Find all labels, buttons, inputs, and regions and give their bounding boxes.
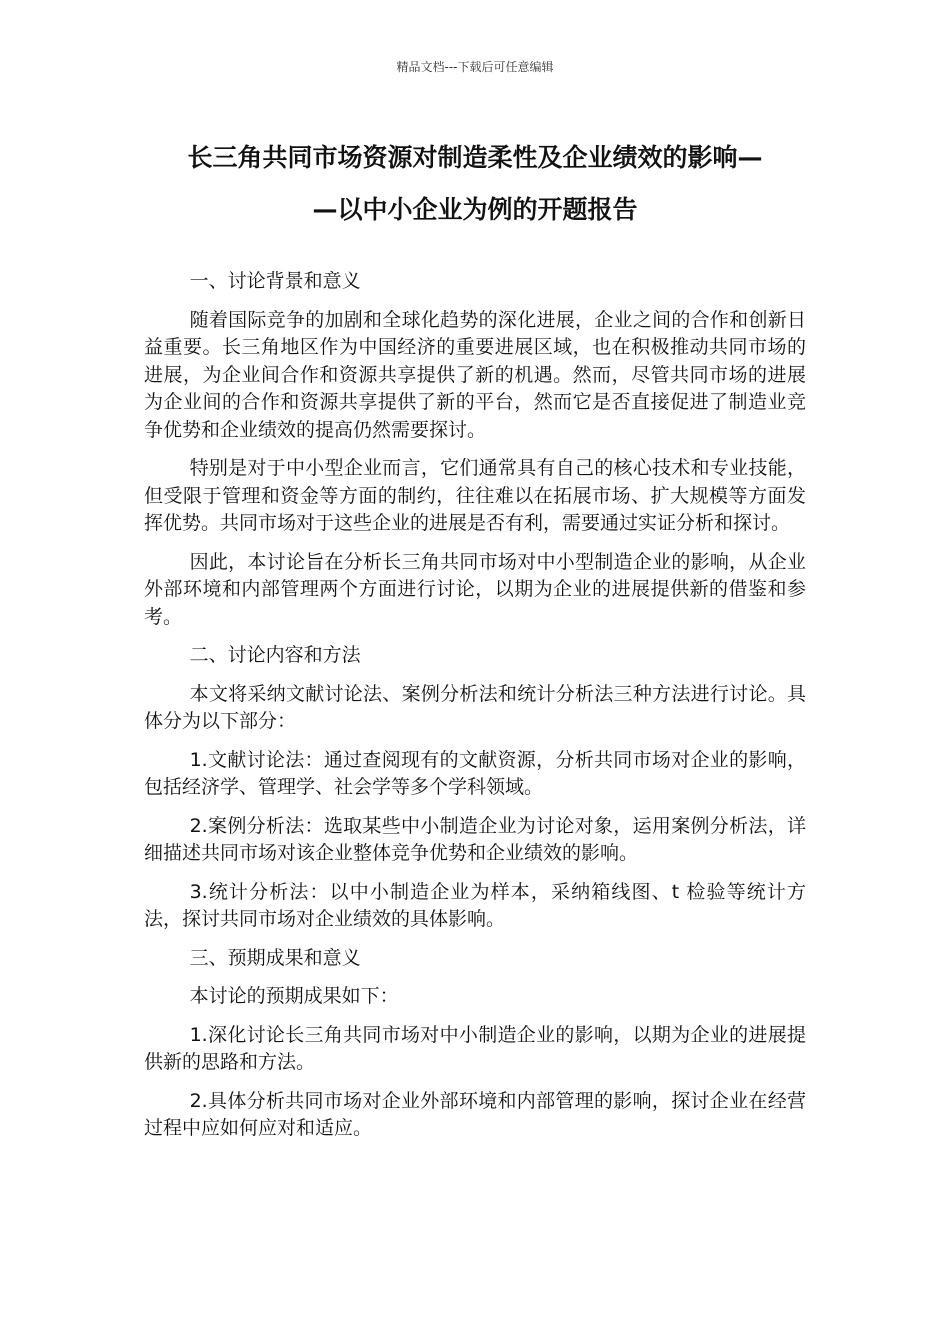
list-item-statistics: 3.统计分析法：以中小制造企业为样本，采纳箱线图、t 检验等统计方法，探讨共同市场对企业绩效的具体影响。 bbox=[144, 880, 806, 930]
paragraph: 因此，本讨论旨在分析长三角共同市场对中小型制造企业的影响，从企业外部环境和内部管理两个方面进行讨论，以期为企业的进展提供新的借鉴和参考。 bbox=[144, 550, 806, 628]
section-heading-content-method: 二、讨论内容和方法 bbox=[189, 644, 361, 666]
list-item-result-2: 2.具体分析共同市场对企业外部环境和内部管理的影响，探讨企业在经营过程中应如何应对和适应。 bbox=[144, 1089, 806, 1139]
list-item-case-analysis: 2.案例分析法：选取某些中小制造企业为讨论对象，运用案例分析法，详细描述共同市场对该企业整体竞争优势和企业绩效的影响。 bbox=[144, 814, 806, 864]
paragraph: 本文将采纳文献讨论法、案例分析法和统计分析法三种方法进行讨论。具体分为以下部分： bbox=[144, 682, 806, 732]
paragraph: 随着国际竞争的加剧和全球化趋势的深化进展，企业之间的合作和创新日益重要。长三角地区作为中国经济的重要进展区域，也在积极推动共同市场的进展，为企业间合作和资源共享提供了新的机遇。然而，尽管共同市场的进展为企业间的合作和资源共享提供了新的平台，然而它是否直接促进了制造业竞争优势和企业绩效的提高仍然需要探讨。 bbox=[144, 308, 806, 441]
list-item-literature: 1.文献讨论法：通过查阅现有的文献资源，分析共同市场对企业的影响，包括经济学、管理学、社会学等多个学科领域。 bbox=[144, 748, 806, 798]
document-body bbox=[144, 268, 806, 1154]
paragraph: 特别是对于中小型企业而言，它们通常具有自己的核心技术和专业技能，但受限于管理和资金等方面的制约，往往难以在拓展市场、扩大规模等方面发挥优势。共同市场对于这些企业的进展是否有利，需要通过实证分析和探讨。 bbox=[144, 457, 806, 534]
title-line-2: —以中小企业为例的开题报告 bbox=[312, 195, 638, 224]
paragraph: 本讨论的预期成果如下： bbox=[189, 985, 399, 1007]
document-title bbox=[140, 132, 810, 236]
list-item-result-1: 1.深化讨论长三角共同市场对中小制造企业的影响，以期为企业的进展提供新的思路和方法。 bbox=[144, 1023, 806, 1073]
section-heading-expected-results: 三、预期成果和意义 bbox=[189, 946, 361, 969]
title-line-1: 长三角共同市场资源对制造柔性及企业绩效的影响— bbox=[187, 143, 763, 172]
header-note: 精品文档---下载后可任意编辑 bbox=[396, 60, 554, 74]
section-heading-background: 一、讨论背景和意义 bbox=[189, 270, 361, 292]
